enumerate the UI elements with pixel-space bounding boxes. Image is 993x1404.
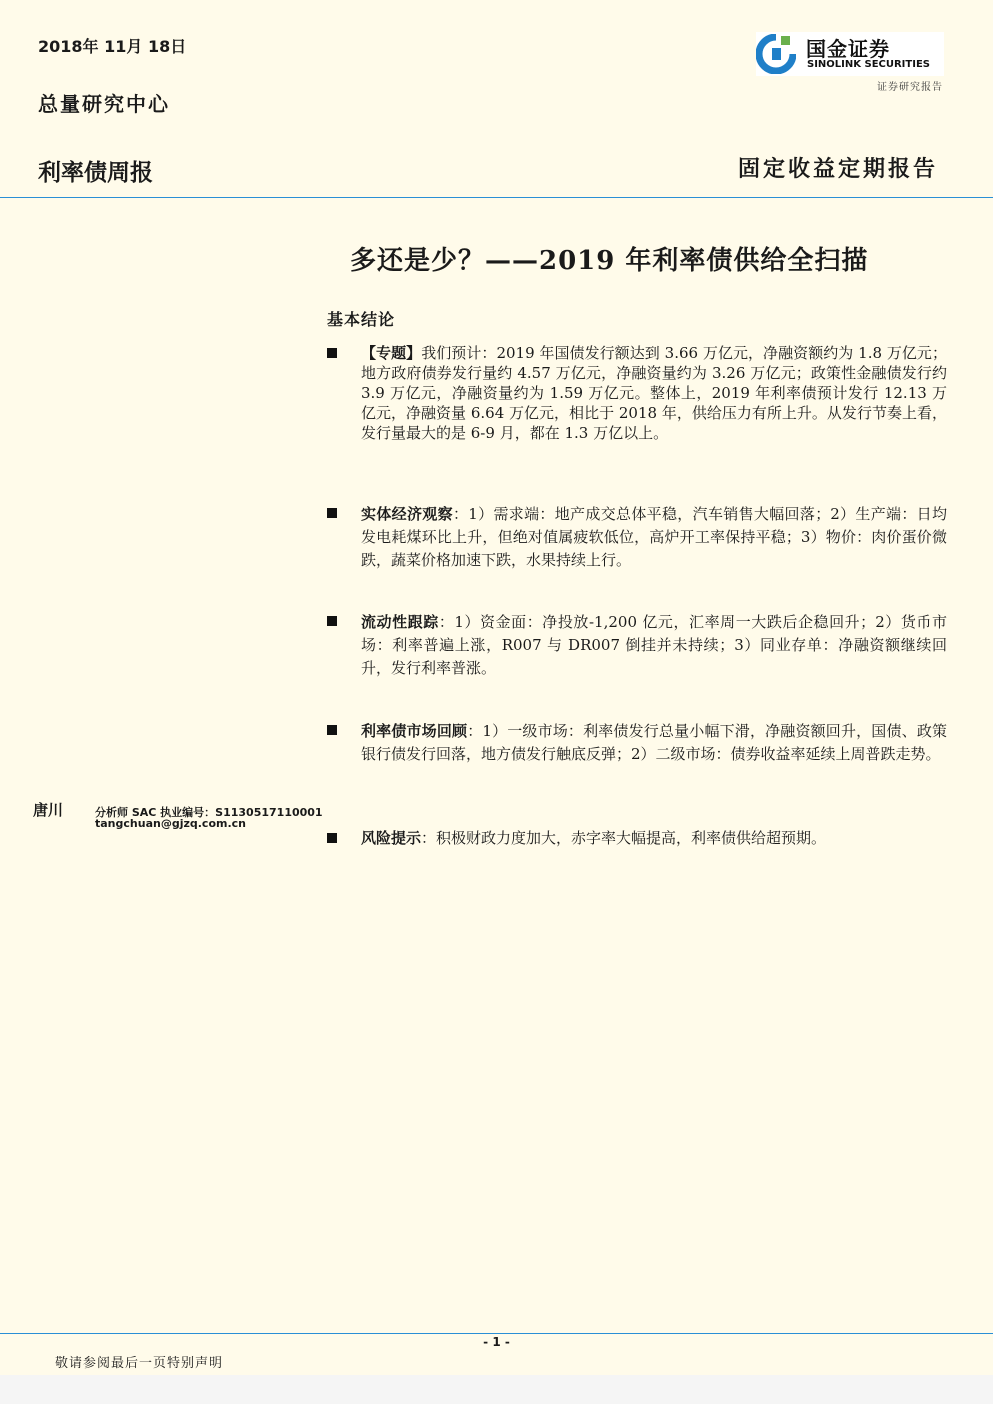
main-title: 多还是少？——2019 年利率债供给全扫描	[350, 246, 869, 276]
summary-heading: 基本结论	[327, 310, 396, 329]
bullet-text	[361, 611, 947, 680]
bullet-text	[361, 828, 947, 848]
page-number: - 1 -	[483, 1335, 510, 1349]
logo-name-cn: 国金证券	[806, 37, 890, 61]
bullet-text	[361, 503, 947, 572]
logo-subtitle: 证券研究报告	[877, 82, 943, 93]
bullet-lead: 实体经济观察	[361, 505, 453, 523]
company-logo	[756, 32, 944, 76]
bullet-body: ：1）一级市场：利率债发行总量小幅下滑，净融资额回升，国债、政策银行债发行回落，地方债发行触底反弹；2）二级市场：债券收益率延续上周普跌走势。	[361, 722, 947, 763]
bullet-text	[361, 343, 947, 443]
bullet-body: ：积极财政力度加大，赤字率大幅提高，利率债供给超预期。	[421, 829, 827, 847]
sinolink-logo-icon	[756, 34, 796, 74]
summary-bullet-risk	[327, 828, 947, 848]
bullet-body: 我们预计：2019 年国债发行额达到 3.66 万亿元，净融资额约为 1.8 万亿元；地方政府债券发行量约 4.57 万亿元，净融资量约为 3.26 万亿元；政策性金融债发行约 3.9 万亿元，净融资量约为 1.59 万亿元。整体上，2019 年利率债预计发行 12.13 万亿元，净融资量 6.64 万亿元，相比于 2018 年，供给压力有所上升。从发行节奏上看，发行量最大的是 6-9 月，都在 1.3 万亿以上。	[361, 344, 947, 442]
bullet-lead: 流动性跟踪	[361, 613, 439, 631]
analyst-certification: 分析师 SAC 执业编号：S1130517110001	[95, 806, 323, 819]
report-type-label: 固定收益定期报告	[737, 156, 938, 182]
research-center-name: 总量研究中心	[38, 92, 170, 116]
analyst-email[interactable]: tangchuan@gjzq.com.cn	[95, 817, 246, 830]
summary-bullet-market	[327, 720, 947, 766]
footer-disclaimer: 敬请参阅最后一页特别声明	[55, 1356, 224, 1371]
bullet-lead: 风险提示	[361, 829, 422, 847]
analyst-name: 唐川	[33, 801, 64, 819]
bullet-text	[361, 720, 947, 766]
summary-bullet-economy	[327, 503, 947, 572]
footer-divider	[0, 1333, 993, 1334]
summary-bullet-topic	[327, 343, 947, 443]
report-series-title: 利率债周报	[38, 160, 153, 186]
bullet-square-icon	[327, 725, 337, 735]
bullet-square-icon	[327, 348, 337, 358]
report-date: 2018年 11月 18日	[38, 37, 187, 56]
bullet-square-icon	[327, 616, 337, 626]
bullet-body: ：1）需求端：地产成交总体平稳，汽车销售大幅回落；2）生产端：日均发电耗煤环比上升，但绝对值属疲软低位，高炉开工率保持平稳；3）物价：肉价蛋价微跌，蔬菜价格加速下跌，水果持续上行。	[361, 505, 947, 569]
logo-name-en: SINOLINK SECURITIES	[807, 59, 930, 70]
header-divider	[0, 197, 993, 198]
bullet-square-icon	[327, 508, 337, 518]
bullet-lead: 利率债市场回顾	[361, 722, 468, 740]
bullet-body: ：1）资金面：净投放-1,200 亿元，汇率周一大跌后企稳回升；2）货币市场：利率普遍上涨，R007 与 DR007 倒挂并未持续；3）同业存单：净融资额继续回升，发行利率普涨。	[361, 613, 947, 677]
bullet-square-icon	[327, 833, 337, 843]
bullet-lead: 【专题】	[361, 344, 422, 362]
summary-bullet-liquidity	[327, 611, 947, 680]
